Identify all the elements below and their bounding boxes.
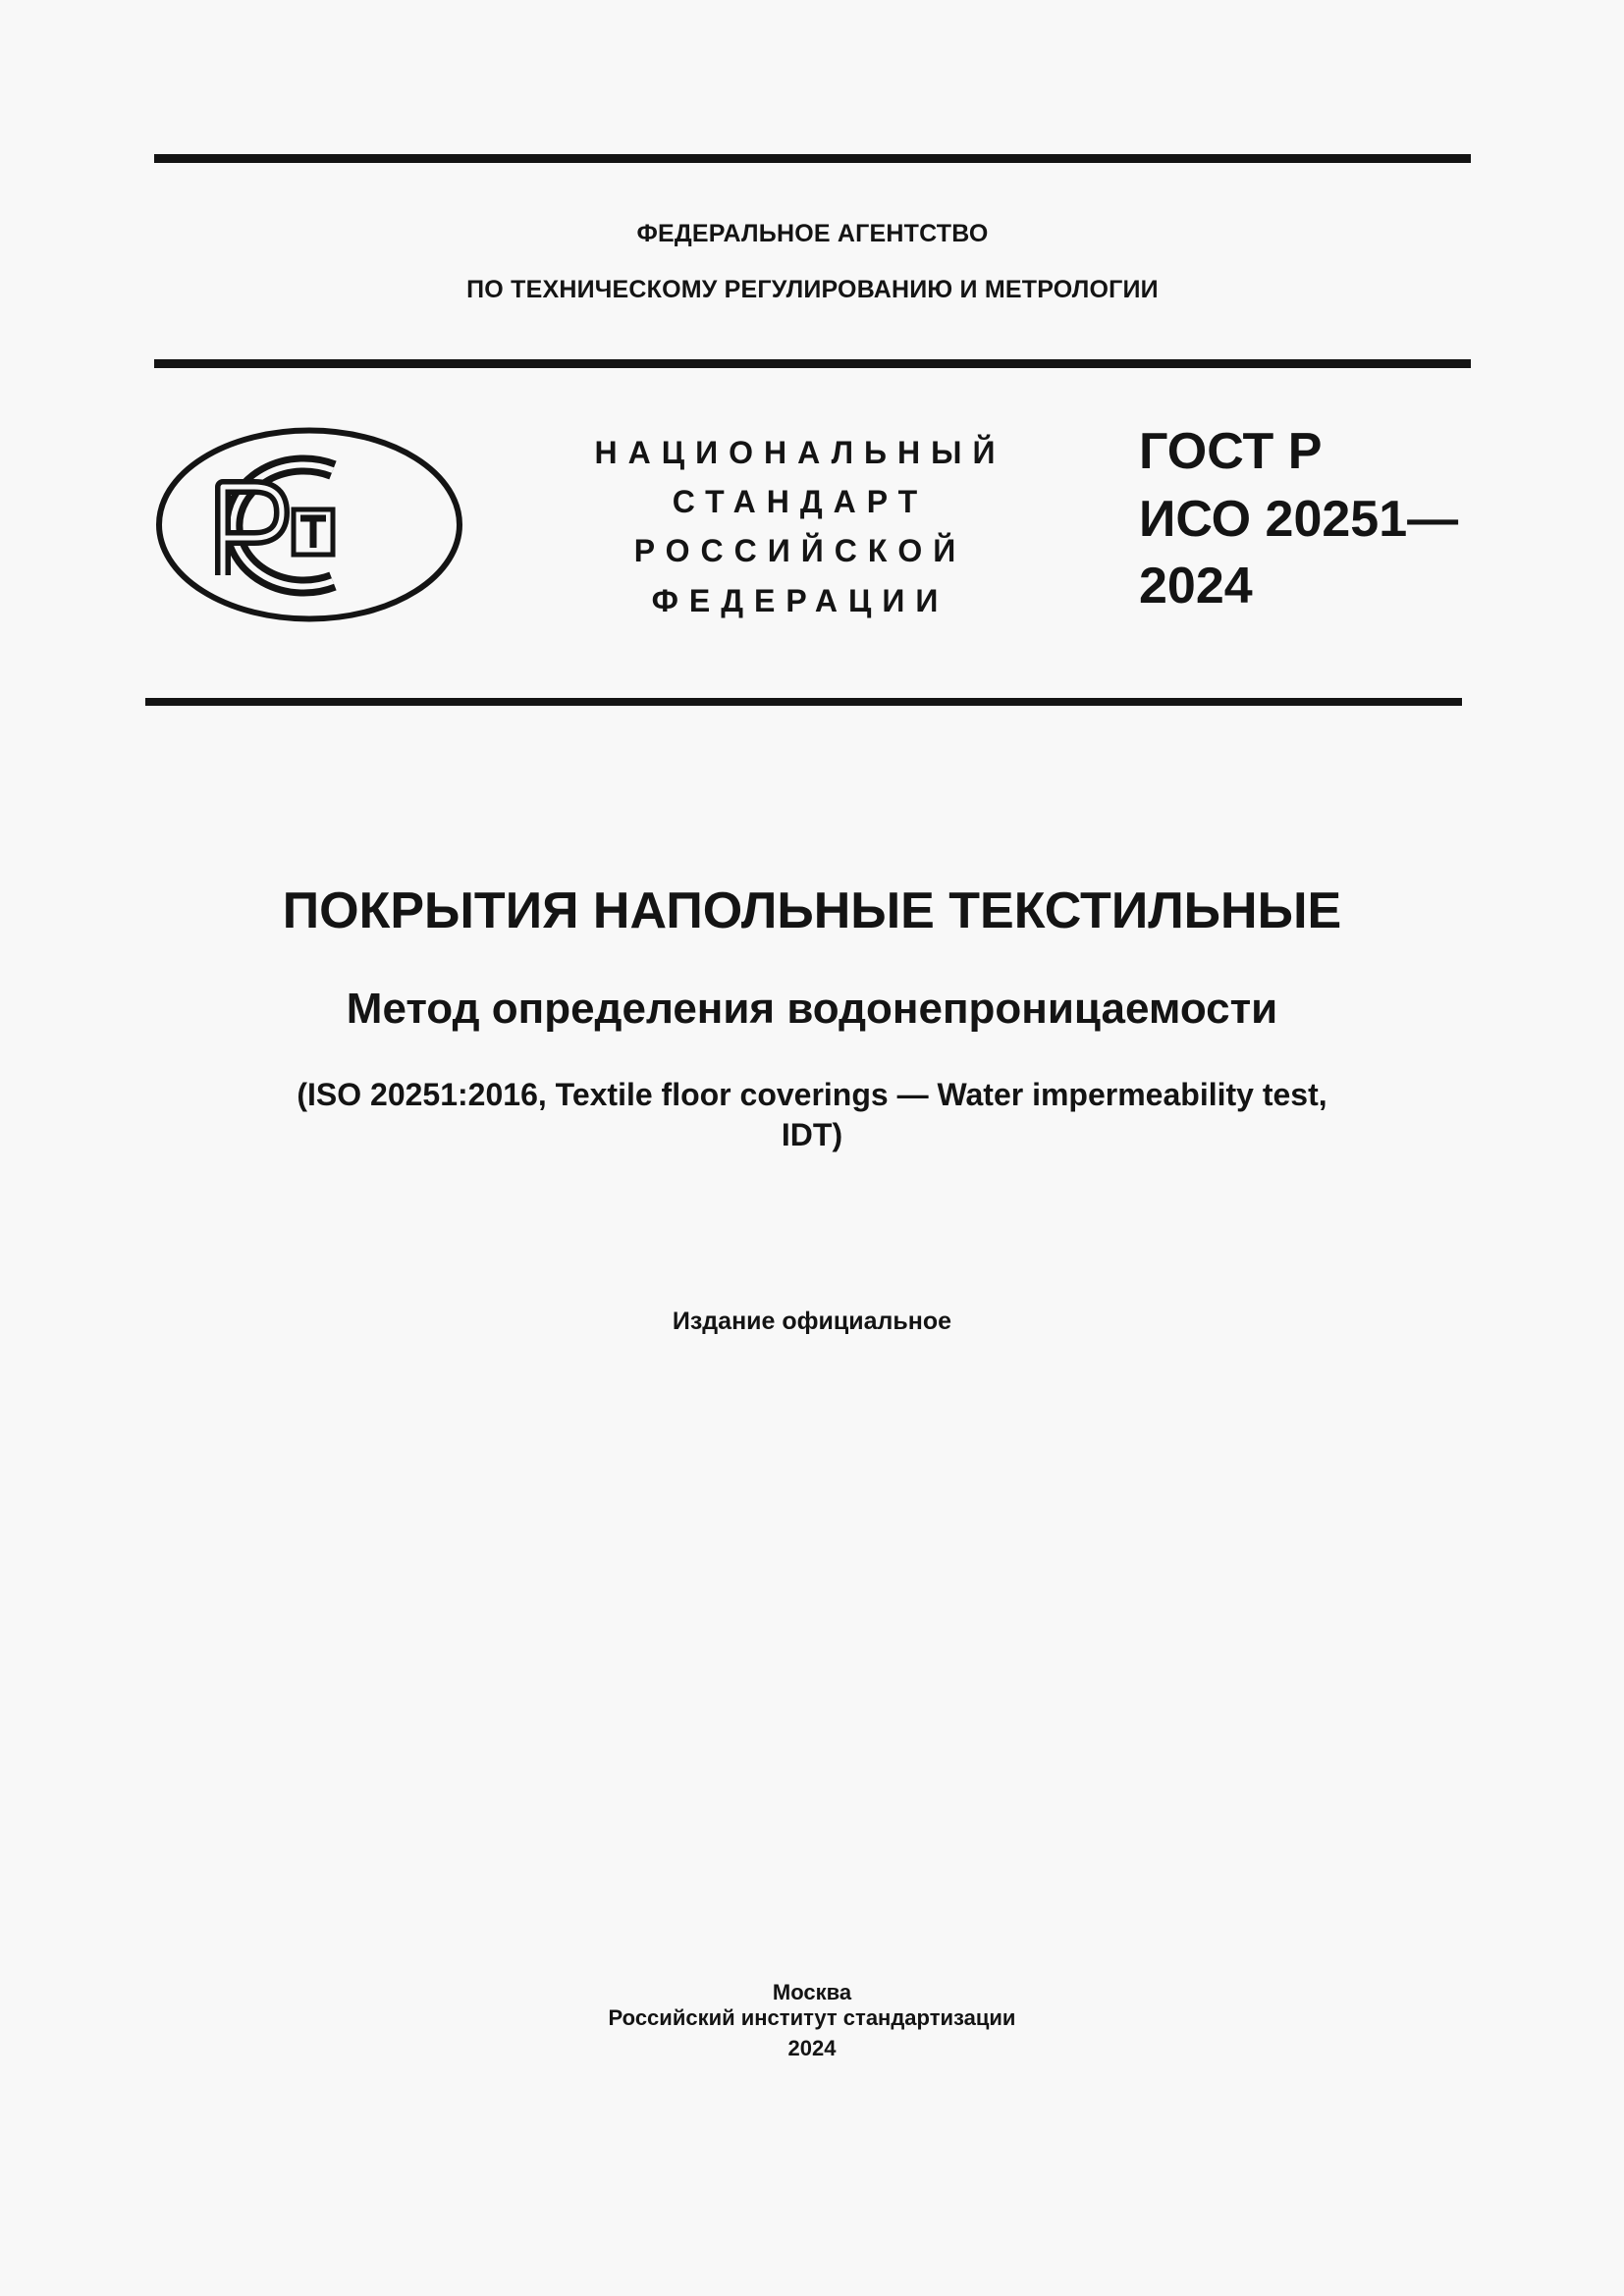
header-rule — [154, 359, 1471, 368]
imprint-city: Москва — [772, 1980, 852, 2004]
masthead-bottom-rule — [145, 698, 1462, 706]
designation-line-2: ИСО 20251— — [1139, 491, 1459, 548]
designation-line-3: 2024 — [1139, 558, 1253, 614]
top-rule — [154, 154, 1471, 163]
document-title: ПОКРЫТИЯ НАПОЛЬНЫЕ ТЕКСТИЛЬНЫЕ — [282, 882, 1342, 939]
standard-type-line-4: ФЕДЕРАЦИИ — [651, 583, 949, 618]
international-reference-line-2: IDT) — [781, 1117, 843, 1152]
standard-type-line-2: СТАНДАРТ — [672, 484, 929, 519]
designation-line-1: ГОСТ Р — [1139, 423, 1323, 480]
agency-name-line-2: ПО ТЕХНИЧЕСКОМУ РЕГУЛИРОВАНИЮ И МЕТРОЛОГИИ — [466, 276, 1159, 303]
imprint-year: 2024 — [787, 2036, 837, 2060]
agency-name-line-1: ФЕДЕРАЛЬНОЕ АГЕНТСТВО — [636, 220, 989, 247]
document-subtitle: Метод определения водонепроницаемости — [346, 985, 1278, 1033]
edition-note: Издание официальное — [672, 1308, 952, 1335]
standard-type-line-3: РОССИЙСКОЙ — [633, 533, 967, 568]
standard-type-line-1: НАЦИОНАЛЬНЫЙ — [594, 435, 1006, 470]
imprint-publisher: Российский институт стандартизации — [608, 2005, 1016, 2030]
international-reference-line-1: (ISO 20251:2016, Textile floor coverings — Water impermeability test, — [297, 1077, 1327, 1112]
rst-conformity-mark-logo — [154, 426, 464, 623]
